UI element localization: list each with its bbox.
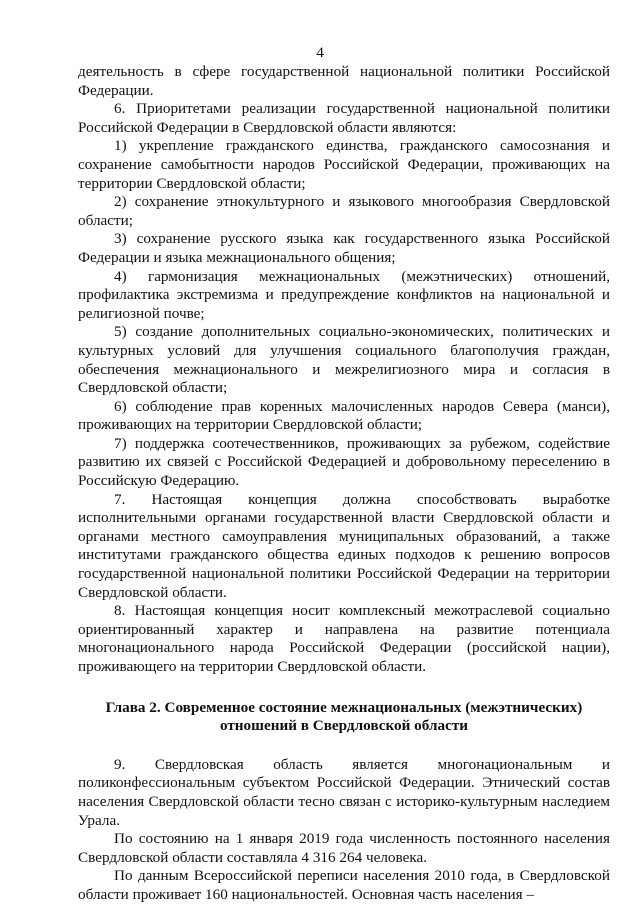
chapter-heading: Глава 2. Современное состояние межнациональных (межэтнических) отношений в Свердловской области xyxy=(105,698,583,735)
list-item: 2) сохранение этнокультурного и языкового многообразия Свердловской области; xyxy=(78,193,610,229)
list-item: 3) сохранение русского языка как государственного языка Российской Федерации и языка межнационального общения; xyxy=(78,230,610,266)
paragraph: 8. Настоящая концепция носит комплексный межотраслевой социально ориентированный характер и направлена на развитие потенциала многонационального народа Российской Федерации (российской нации), проживающего на территории Свердловской области. xyxy=(78,602,610,675)
list-item: 5) создание дополнительных социально-экономических, политических и культурных условий для улучшения социального благополучия граждан, обеспечения межнационального и межрелигиозного мира и согласия в Свердловской области; xyxy=(78,323,610,397)
paragraph: 9. Свердловская область является многонациональным и поликонфессиональным субъектом Российской Федерации. Этнический состав населения Свердловской области тесно связан с историко-культурным наследием Урала. xyxy=(78,755,610,829)
paragraph: 7. Настоящая концепция должна способствовать выработке исполнительными органами государственной власти Свердловской области и органами местного самоуправления муниципальных образований, а также институтами гражданского общества единых подходов к решению вопросов государственной национальной политики Российской Федерации на территории Свердловской области. xyxy=(78,490,610,601)
list-item: 6) соблюдение прав коренных малочисленных народов Севера (манси), проживающих на территории Свердловской области; xyxy=(78,397,610,434)
list-item: 4) гармонизация межнациональных (межэтнических) отношений, профилактика экстремизма и предупреждение конфликтов на национальной и религиозной почве; xyxy=(78,267,610,322)
list-item: 7) поддержка соотечественников, проживающих за рубежом, содействие развитию их связей с Российской Федерацией и добровольному переселению в Российскую Федерацию. xyxy=(78,434,610,490)
section-intro xyxy=(78,63,610,677)
paragraph: 6. Приоритетами реализации государственной национальной политики Российской Федерации в Свердловской области являются: xyxy=(78,100,610,136)
list-item: 1) укрепление гражданского единства, гражданского самосознания и сохранение самобытности народов Российской Федерации, проживающих на территории Свердловской области; xyxy=(78,137,610,192)
document-body xyxy=(78,63,610,905)
paragraph: деятельность в сфере государственной национальной политики Российской Федерации. xyxy=(78,63,610,99)
page-number: 4 xyxy=(316,44,324,61)
paragraph: По состоянию на 1 января 2019 года численность постоянного населения Свердловской области составляла 4 316 264 человека. xyxy=(78,830,610,866)
section-chapter-2 xyxy=(78,756,610,905)
paragraph: По данным Всероссийской переписи населения 2010 года, в Свердловской области проживает 160 национальностей. Основная часть населения – xyxy=(78,867,610,903)
